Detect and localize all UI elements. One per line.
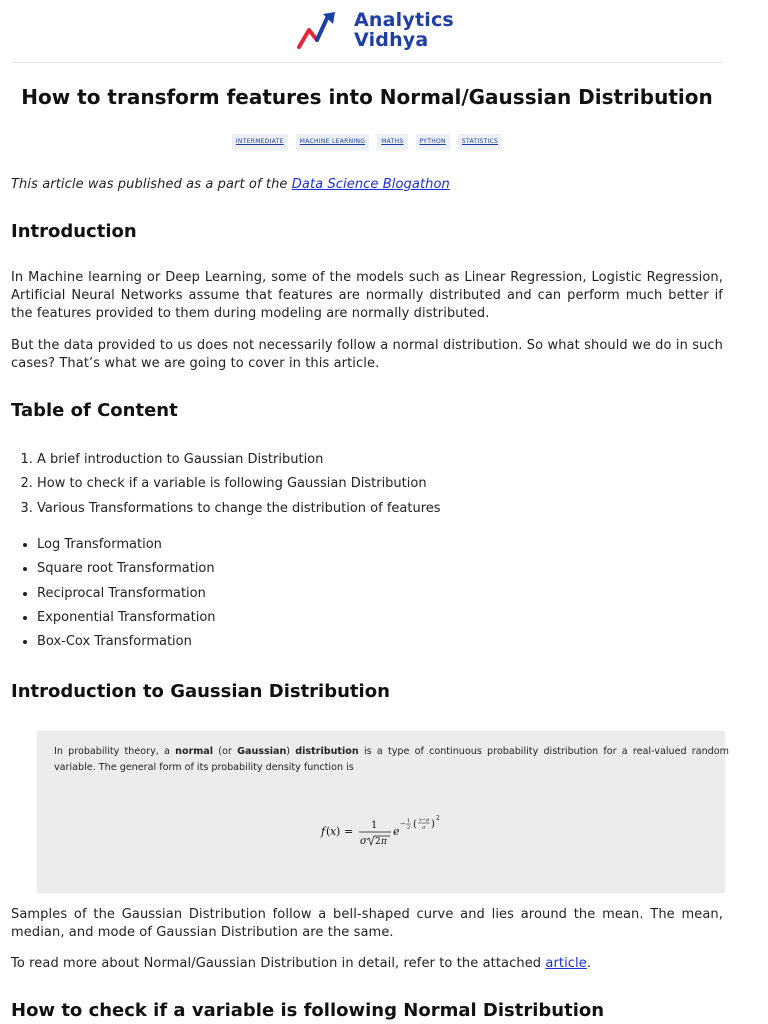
svg-text:1: 1: [407, 818, 411, 824]
published-note: [11, 176, 723, 194]
trend-arrow-icon: [297, 10, 347, 50]
svg-text:π: π: [381, 837, 387, 847]
svg-text:x: x: [330, 825, 337, 838]
gaussian-paragraph-2: [11, 955, 723, 973]
logo-line1: Analytics: [354, 9, 454, 31]
quote-text-4: is a type of continuous probability distribution for a real-valued random variable. The general form of its probability density function is: [54, 746, 729, 773]
svg-text:): ): [336, 825, 341, 838]
svg-text:(: (: [413, 819, 417, 830]
article-link[interactable]: article: [545, 956, 587, 971]
list-item-reciprocal: • Reciprocal Transformation: [37, 582, 216, 606]
transformations-list: [11, 533, 216, 654]
svg-text:σ: σ: [422, 825, 426, 831]
toc-item-gaussian-intro: 1. A brief introduction to Gaussian Distribution: [37, 448, 441, 472]
quote-bold-normal: normal: [175, 746, 214, 757]
logo-line2: Vidhya: [354, 29, 429, 51]
toc-item-check-gaussian: 2. How to check if a variable is following Gaussian Distribution: [37, 472, 441, 496]
intro-paragraph-2: But the data provided to us does not necessarily follow a normal distribution. So what should we do in such cases? That’s what we are going to cover in this article.: [11, 338, 723, 371]
toc-list: [11, 448, 441, 521]
svg-text:(: (: [326, 825, 331, 838]
quote-text-1: In probability theory, a: [54, 746, 176, 757]
svg-text:=: =: [344, 825, 354, 838]
tag-statistics[interactable]: STATISTICS: [458, 134, 502, 150]
svg-text:f: f: [321, 825, 326, 838]
list-item-log: • Log Transformation: [37, 533, 216, 557]
list-item-box-cox: • Box-Cox Transformation: [37, 630, 216, 654]
tag-list: [11, 134, 723, 150]
svg-text:): ): [431, 819, 435, 830]
published-prefix: This article was published as a part of the: [11, 177, 292, 192]
list-item-square-root: • Square root Transformation: [37, 557, 216, 581]
quote-text-3: ): [286, 746, 296, 757]
logo-text: [354, 10, 454, 50]
quote-bold-gaussian: Gaussian: [237, 746, 287, 757]
gaussian-intro-heading: Introduction to Gaussian Distribution: [11, 681, 390, 702]
gaussian-paragraph-1: Samples of the Gaussian Distribution follow a bell-shaped curve and lies around the mean. The mean, median, and mode of Gaussian Distribution are the same.: [11, 907, 723, 940]
introduction-heading: Introduction: [11, 221, 137, 242]
svg-text:1: 1: [371, 820, 378, 831]
quote-text-2: (or: [213, 746, 238, 757]
analytics-vidhya-logo[interactable]: [297, 10, 467, 54]
quote-bold-distribution: distribution: [295, 746, 359, 757]
svg-text:2: 2: [407, 825, 411, 831]
tag-intermediate[interactable]: INTERMEDIATE: [232, 134, 288, 150]
svg-text:−: −: [400, 820, 406, 828]
toc-item-transformations: 3. Various Transformations to change the distribution of features: [37, 497, 441, 521]
gaussian-p2-prefix: To read more about Normal/Gaussian Distribution in detail, refer to the attached: [11, 956, 546, 971]
toc-heading: Table of Content: [11, 400, 178, 421]
intro-paragraph-1: In Machine learning or Deep Learning, some of the models such as Linear Regression, Logistic Regression, Artificial Neural Networks assume that features are normally distributed and can perform much better if the features provided to them during modeling are normally distributed.: [11, 270, 723, 321]
blogathon-link[interactable]: Data Science Blogathon: [291, 177, 450, 192]
svg-text:x−μ: x−μ: [419, 817, 430, 823]
list-item-exponential: • Exponential Transformation: [37, 606, 216, 630]
header-divider: [11, 62, 723, 63]
svg-text:e: e: [393, 825, 400, 838]
gaussian-p2-suffix: .: [586, 956, 592, 971]
svg-text:2: 2: [375, 837, 381, 847]
tag-machine-learning[interactable]: MACHINE LEARNING: [296, 134, 369, 150]
check-normal-heading: How to check if a variable is following Normal Distribution: [11, 1000, 605, 1021]
gaussian-pdf-formula: [319, 811, 459, 851]
svg-text:σ: σ: [360, 836, 367, 847]
definition-text: [54, 744, 729, 776]
definition-quote-box: [37, 731, 729, 893]
tag-maths[interactable]: MATHS: [377, 134, 407, 150]
tag-python[interactable]: PYTHON: [416, 134, 450, 150]
article-title: How to transform features into Normal/Gaussian Distribution: [21, 85, 713, 109]
svg-text:2: 2: [436, 815, 440, 822]
